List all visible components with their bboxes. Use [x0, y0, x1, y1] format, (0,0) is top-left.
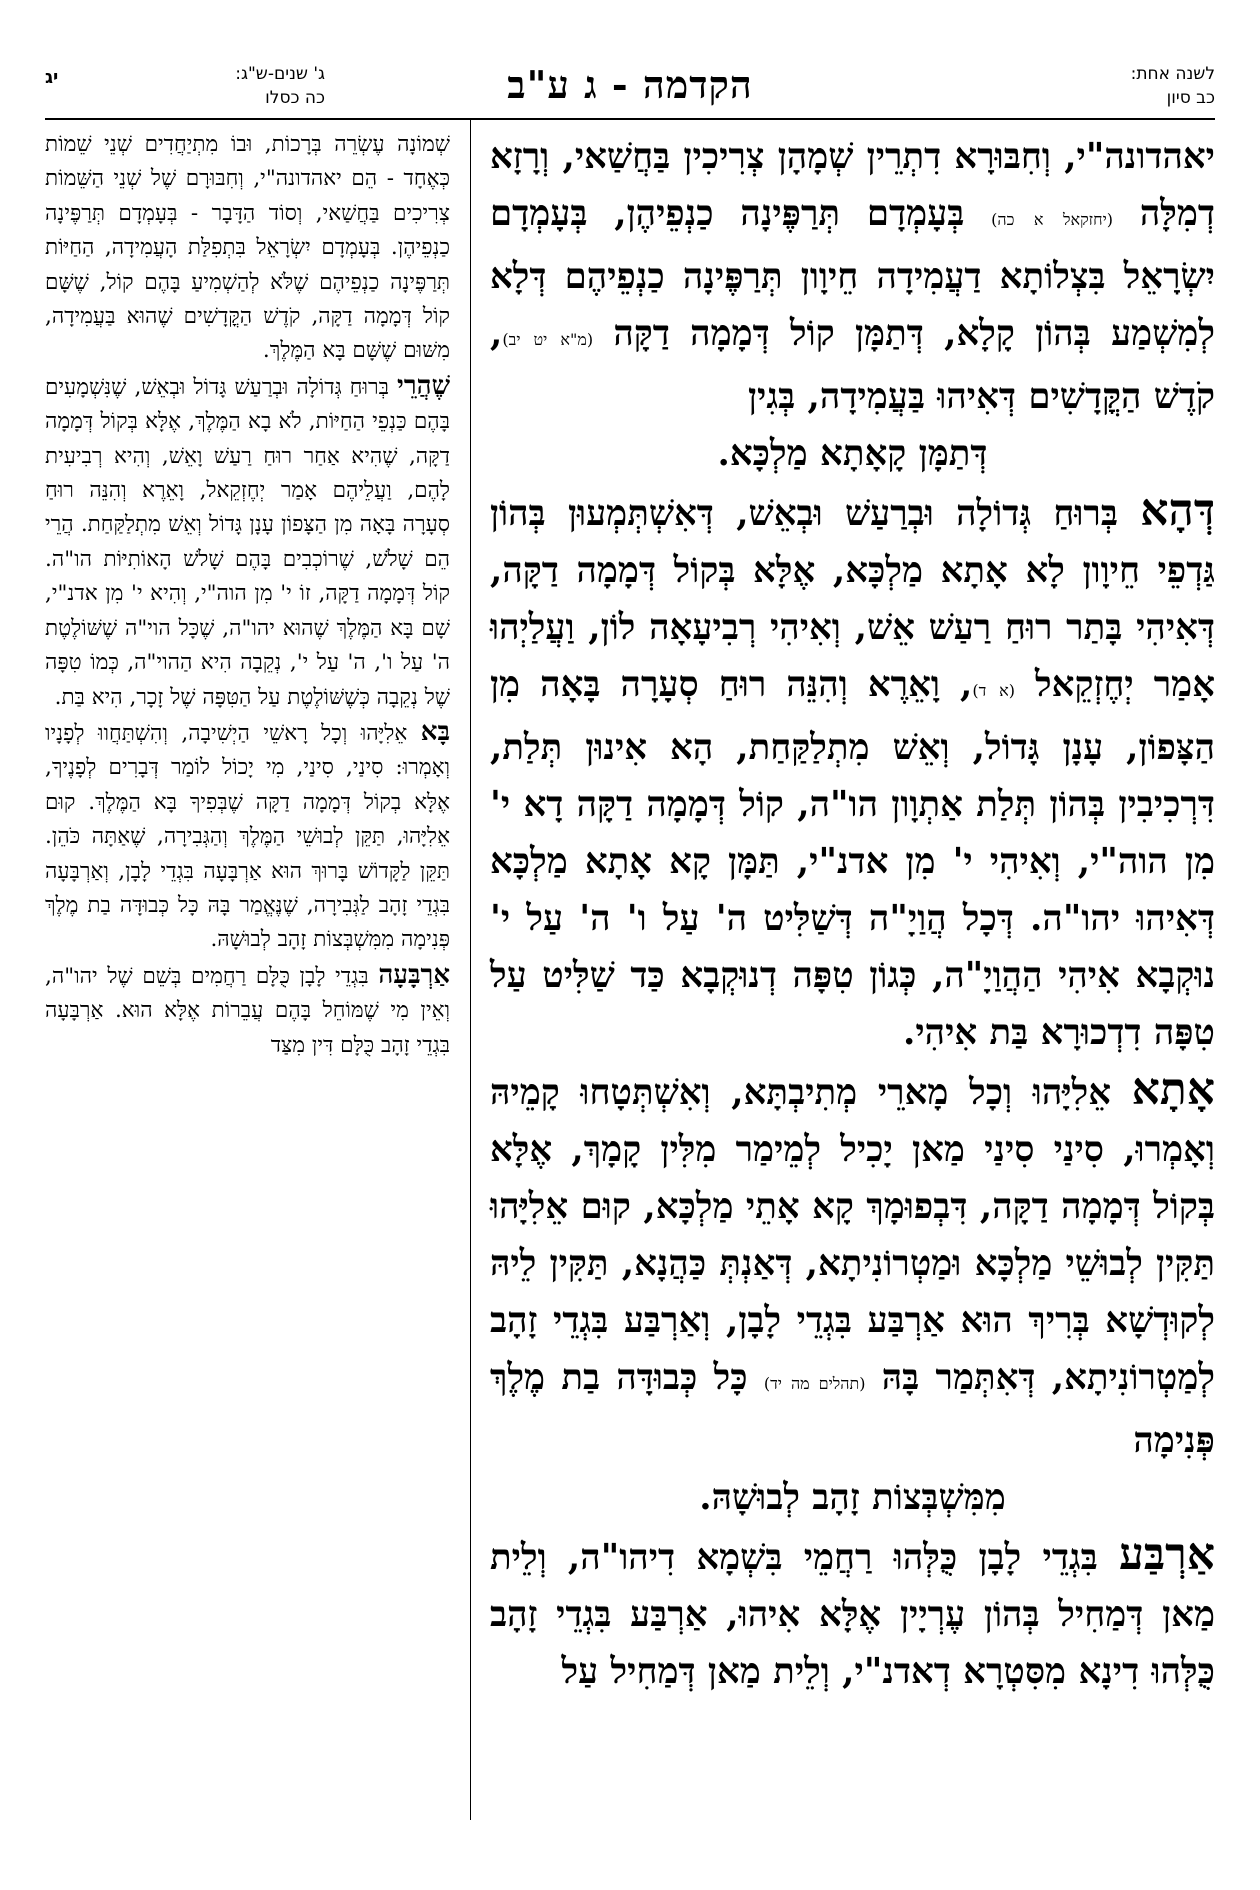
side-paragraph-4 [45, 958, 450, 1063]
main-paragraph-3 [490, 1061, 1215, 1469]
main-p3-opening-word: אָתָא [1131, 1064, 1215, 1115]
side-paragraph-3 [45, 715, 450, 958]
main-p2b-text: , וָאֵרֶא וְהִנֵּה רוּחַ סְעָרָה בָּאָה מִן הַצָּפוֹן, עָנָן גָּדוֹל, וְאֵשׁ מִתְלַקַּחַת, הָא אִינוּן תְּלַת, דִּרְכִיבִין בְּהוֹן תְּלַת אַתְוָון הו"ה, קוֹל דְּמָמָה דַקָּה דָא י' מִן הוה"י, וְאִיהִי י' מִן אדנ"י, תַּמָּן קָא אָתָא מַלְכָּא דְּאִיהוּ יהו"ה. דְּכָל הֲוַיָ"ה דְּשַׁלִּיט ה' עַל ו' ה' עַל י' נוּקְבָא אִיהִי הַהֲוַיָ"ה, כְּגוֹן טִפָּה דְנוּקְבָא כַּד שַׁלִּיט עַל טִפָּה דִדְכוּרָא בַּת אִיהִי. [490, 664, 1215, 1053]
header-left-line1: ג' שנים-ש"ג: [235, 64, 325, 84]
main-p1-citation: (יחזקאל א כה) [991, 210, 1114, 229]
side-p2-opening-word: שֶׁהֲרֵי [397, 370, 450, 401]
main-p2-opening-word: דְּהָא [1140, 485, 1216, 536]
page-title: הקדמה - ג ע"ב [507, 62, 753, 107]
header-divider [45, 118, 1215, 120]
main-text-column [490, 128, 1215, 1700]
side-p4-opening-word: אַרְבָּעָה [378, 959, 451, 990]
main-p4-opening-word: אַרְבַּע [1119, 1529, 1216, 1580]
main-paragraph-4 [490, 1526, 1215, 1700]
side-p3-text: אֵלִיָּהוּ וְכָל רָאשֵׁי הַיְשִׁיבָה, וְהִשְׁתַּחֲווּ לְפָנָיו וְאָמְרוּ: סִינַי, סִינַי, מִי יָכוֹל לוֹמַר דְּבָרִים לְפָנֶיךָ, אֶלָּא בְקוֹל דְּמָמָה דַקָּה שֶׁבְּפִיךָ בָּא הַמֶּלֶךְ. קוּם אֵלִיָּהוּ, תַּקֵּן לְבוּשֵׁי הַמֶּלֶךְ וְהַגְּבִירָה, שֶׁאַתָּה כֹּהֵן. תַּקֵּן לַקָּדוֹשׁ בָּרוּךְ הוּא אַרְבָּעָה בִּגְדֵי לָבָן, וְאַרְבָּעָה בִּגְדֵי זָהָב לַגְּבִירָה, שֶׁנֶּאֱמַר בָּהּ כָּל כְּבוּדָּה בַת מֶלֶךְ פְּנִימָה מִמִּשְׁבְּצוֹת זָהָב לְבוּשָׁהּ. [45, 720, 450, 953]
main-paragraph-2 [490, 482, 1215, 1061]
main-paragraph-1-end: דְּתַמָּן קָאָתָא מַלְכָּא. [717, 433, 988, 474]
main-p3b-text: כָּל כְּבוּדָּה בַת מֶלֶךְ פְּנִימָה [490, 1357, 1215, 1461]
main-p1-citation-2: (מ"א יט יב) [502, 330, 594, 349]
header-right-line2: כב סיון [1166, 88, 1215, 108]
main-paragraph-3-end: מִמִּשְׁבְּצוֹת זָהָב לְבוּשָׁהּ. [699, 1477, 1006, 1518]
side-paragraph-2 [45, 369, 450, 715]
main-p2-text: דְּאִשְׁתְּמְעוּן בְּהוֹן גַּדְפֵי חֵיוָון לָא אָתָא מַלְכָּא, אֶלָּא בְּקוֹל דְּמָמָה דַקָּה, דְּאִיהִי בָּתַר רוּחַ רַעַשׁ אֵשׁ, וְאִיהִי רְבִיעָאָה לוֹן, וַעֲלַיְהוּ אָמַר יְחֶזְקֵאל [490, 493, 1215, 705]
side-p2-text: בְּרוּחַ גְּדוֹלָה וּבְרַעַשׁ גָּדוֹל וּבְאֵשׁ, שֶׁנִּשְׁמָעִים בָּהֶם כַּנְפֵי הַחַיּוֹת, לֹא בָא הַמֶּלֶךְ, אֶלָּא בְּקוֹל דְּמָמָה דַקָּה, שֶׁהִיא אַחַר רוּחַ רַעַשׁ וָאֵשׁ, וְהִיא רְבִיעִית לָהֶם, וַעֲלֵיהֶם אָמַר יְחֶזְקֵאל, וָאֵרֶא וְהִנֵּה רוּחַ סְעָרָה בָּאָה מִן הַצָּפוֹן עָנָן גָּדוֹל וְאֵשׁ מִתְלַקַּחַת. הֲרֵי הֵם שָׁלֹשׁ, שֶׁרוֹכְבִים בָּהֶם שָׁלֹשׁ הָאוֹתִיּוֹת הו"ה. קוֹל דְּמָמָה דַקָּה, זוֹ י' מִן הוה"י, וְהִיא י' מִן אדנ"י, שָׁם בָּא הַמֶּלֶךְ שֶׁהוּא יהו"ה, שֶׁכָּל הוי"ה שֶׁשּׁוֹלֶטֶת ה' עַל ו', ה' עַל י', נְקֵבָה הִיא הַהוי"ה, כְּמוֹ טִפָּה שֶׁל נְקֵבָה כְּשֶׁשּׁוֹלֶטֶת עַל הַטִּפָּה שֶׁל זָכָר, הִיא בַּת. [45, 374, 450, 710]
side-p3-opening-word: בָּא [420, 716, 450, 747]
main-p1-text: יאהדונה"י, וְחִבּוּרָא דִתְרֵין שְׁמָהָן צְרִיכִין בַּחֲשַׁאי, וְרָזָא דְמִלָּה [490, 136, 1215, 234]
page-number: יג [45, 67, 59, 88]
translation-column [45, 128, 450, 1063]
main-paragraph-1 [490, 128, 1215, 425]
main-p1b-text: בְּעָמְדָם תְּרַפֶּינָה כַנְפֵיהֶן, בְּעָמְדָם יִשְׂרָאֵל בִּצְלוֹתָא דַעֲמִידָה חֵיוָון תְּרַפֶּינָה כַנְפֵיהֶם דְּלָא לְמִשְׁמַע בְּהוֹן קָלָא, דְּתַמָּן קוֹל דְּמָמָה דַקָּה [490, 193, 1215, 354]
column-divider [470, 120, 471, 1820]
header-left-line2: כה כסלו [265, 88, 325, 108]
main-p4-text: בִּגְדֵי לָבָן כֻּלְּהוּ רַחֲמֵי בִּשְׁמָא דִיהו"ה, וְלֵית מַאן דְּמַחִיל בְּהוֹן עֶרְיָין אֶלָּא אִיהוּ, אַרְבַּע בִּגְדֵי זָהָב כֻּלְּהוּ דִינָא מִסִּטְרָא דְאדנ"י, וְלֵית מַאן דְּמַחִיל עַל [490, 1537, 1215, 1692]
side-p4-text: בִּגְדֵי לָבָן כֻּלָּם רַחֲמִים בְּשֵׁם שֶׁל יהו"ה, וְאֵין מִי שֶׁמּוֹחֵל בָּהֶם עֲבֵרוֹת אֶלָּא הוּא. אַרְבָּעָה בִּגְדֵי זָהָב כֻּלָּם דִּין מִצַּד [45, 963, 450, 1058]
page-header [45, 60, 1215, 120]
main-p3-text: אֵלִיָּהוּ וְכָל מָארֵי מְתִיבְתָּא, וְאִשְׁתְּטָחוּ קָמֵיהּ וְאָמְרוּ, סִינַי סִינַי מַאן יָכִיל לְמֵימַר מִלִּין קָמָךְ, אֶלָּא בְּקוֹל דְּמָמָה דַקָּה, דִּבְפוּמָךְ קָא אָתֵי מַלְכָּא, קוּם אֵלִיָּהוּ תַּקִּין לְבוּשֵׁי מַלְכָּא וּמַטְרוֹנִיתָא, דְּאַנְתְּ כַּהֲנָא, תַּקִּין לֵיהּ לְקוּדְשָׁא בְּרִיךְ הוּא אַרְבַּע בִּגְדֵי לָבָן, וְאַרְבַּע בִּגְדֵי זָהָב לְמַטְרוֹנִיתָא, דְּאִתְּמַר בָּהּ [490, 1072, 1216, 1398]
main-p2-citation: (א ד) [972, 681, 1015, 700]
main-p3-citation: (תהלים מה יד) [763, 1374, 866, 1393]
main-p2-opening-rest: בְּרוּחַ גְּדוֹלָה וּבְרַעַשׁ וּבְאֵשׁ, [736, 493, 1118, 534]
header-left [45, 62, 325, 110]
header-right-line1: לשנה אחת: [1130, 64, 1215, 84]
side-paragraph-1: שְׁמוֹנָה עֶשְׂרֵה בְּרָכוֹת, וּבוֹ מִתְיַחֲדִים שְׁנֵי שֵׁמוֹת כְּאֶחָד - הֵם יאהדונה"י, וְחִבּוּרָם שֶׁל שְׁנֵי הַשֵּׁמוֹת צְרִיכִים בַּחֲשַׁאי, וְסוֹד הַדָּבָר - בְּעָמְדָם תְּרַפֶּינָה כַנְפֵיהֶן. בְּעָמְדָם יִשְׂרָאֵל בִּתְפִלַּת הָעֲמִידָה, הַחַיּוֹת תְּרַפֶּינָה כַנְפֵיהֶם שֶׁלֹּא לְהַשְׁמִיעַ בָּהֶם קוֹל, שֶׁשָּׁם קוֹל דְּמָמָה דַקָּה, קֹדֶשׁ הַקֳּדָשִׁים שֶׁהוּא בַּעֲמִידָה, מִשּׁוּם שֶׁשָּׁם בָּא הַמֶּלֶךְ. [45, 132, 450, 364]
main-p1c-text: , קֹדֶשׁ הַקֳּדָשִׁים דְּאִיהוּ בַּעֲמִידָה, בְּגִין [490, 313, 1215, 417]
